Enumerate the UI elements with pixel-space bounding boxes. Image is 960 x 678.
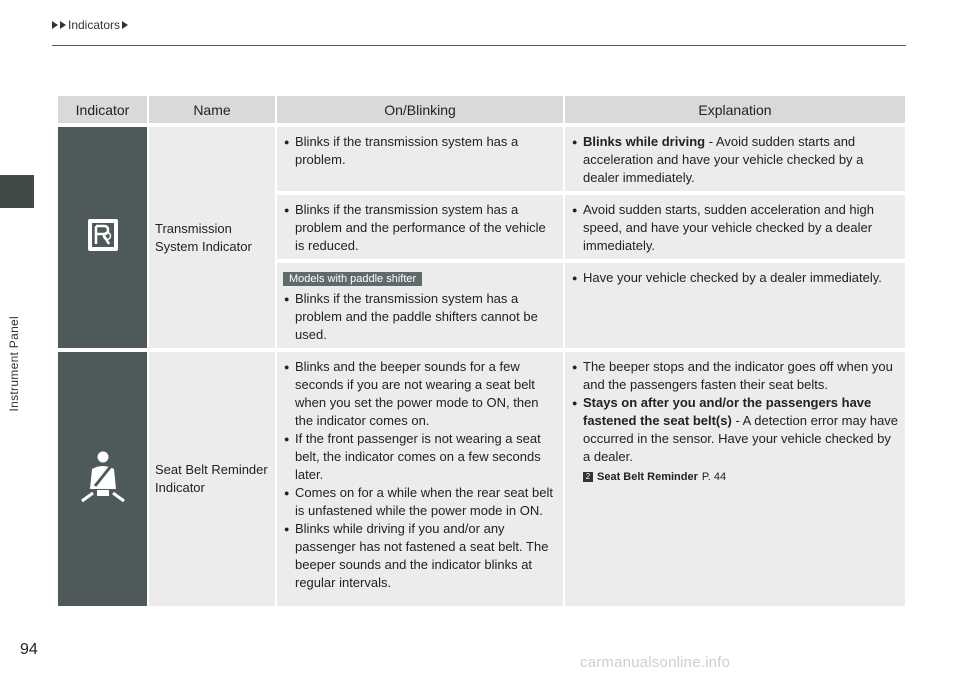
cross-reference[interactable] xyxy=(571,468,899,486)
header-indicator: Indicator xyxy=(58,96,149,127)
list-item: ● If the front passenger is not wearing a seat belt, the indicator comes on a few seconds later. xyxy=(283,430,557,484)
breadcrumb-label[interactable]: Indicators xyxy=(68,18,121,32)
list-item: ● Comes on for a while when the rear seat belt is unfastened while the power mode in ON. xyxy=(283,484,557,520)
reference-page: P. 44 xyxy=(701,471,727,483)
list-item: ● Avoid sudden starts, sudden acceleration and high speed, and have your vehicle checked by a dealer immediately. xyxy=(571,201,899,255)
table-row xyxy=(58,127,905,195)
seatbelt-name: Seat Belt Reminder Indicator xyxy=(149,352,277,610)
explanation-cell xyxy=(565,127,905,195)
list-item xyxy=(571,133,899,187)
watermark: carmanualsonline.info xyxy=(580,654,731,671)
on-blinking-cell xyxy=(277,127,565,195)
header-name: Name xyxy=(149,96,277,127)
header-explanation: Explanation xyxy=(565,96,905,127)
breadcrumb-arrow-icon xyxy=(52,21,58,29)
breadcrumb-arrow-icon xyxy=(122,21,128,29)
table-row xyxy=(58,352,905,610)
page-number: 94 xyxy=(20,641,38,658)
explanation-cell xyxy=(565,263,905,352)
seat-belt-icon xyxy=(78,449,128,505)
model-tag: Models with paddle shifter xyxy=(283,272,422,286)
list-item: ● Blinks and the beeper sounds for a few seconds if you are not wearing a seat belt when you set the power mode to ON, then the indicator comes on. xyxy=(283,358,557,430)
list-item xyxy=(571,394,899,466)
list-item: ● Blinks if the transmission system has a problem. xyxy=(283,133,557,169)
on-blinking-cell xyxy=(277,195,565,263)
side-tab xyxy=(0,175,34,208)
reference-link[interactable]: Seat Belt Reminder xyxy=(597,471,698,483)
transmission-indicator-icon xyxy=(86,217,120,253)
list-item: ● Blinks if the transmission system has a problem and the paddle shifters cannot be used. xyxy=(283,290,557,344)
list-item: ● Blinks while driving if you and/or any passenger has not fastened a seat belt. The beeper sounds and the indicator blinks at regular intervals. xyxy=(283,520,557,592)
explanation-cell xyxy=(565,195,905,263)
text: - Avoid sudden starts and acceleration and have your vehicle checked by a dealer immediately. xyxy=(583,134,864,185)
seatbelt-icon-cell xyxy=(58,352,149,610)
side-section-label: Instrument Panel xyxy=(7,316,21,412)
list-item: ● The beeper stops and the indicator goes off when you and the passengers fasten their seat belts. xyxy=(571,358,899,394)
header-on-blinking: On/Blinking xyxy=(277,96,565,127)
header-rule xyxy=(52,45,906,46)
indicator-table xyxy=(58,96,905,610)
transmission-name: Transmission System Indicator xyxy=(149,127,277,352)
text: - A detection error may have occurred in the sensor. Have your vehicle checked by a dealer. xyxy=(583,413,899,464)
on-blinking-cell xyxy=(277,352,565,610)
breadcrumb xyxy=(52,18,128,32)
table-header-row xyxy=(58,96,905,127)
on-blinking-cell xyxy=(277,263,565,352)
emphasis: Stays on after you and/or the passengers have fastened the seat belt(s) xyxy=(583,395,872,428)
emphasis: Blinks while driving xyxy=(583,134,706,149)
explanation-cell xyxy=(565,352,905,610)
list-item: ● Have your vehicle checked by a dealer immediately. xyxy=(571,269,899,287)
reference-arrow-icon: 2 xyxy=(583,472,593,482)
breadcrumb-arrow-icon xyxy=(60,21,66,29)
transmission-icon-cell xyxy=(58,127,149,352)
list-item: ● Blinks if the transmission system has a problem and the performance of the vehicle is reduced. xyxy=(283,201,557,255)
